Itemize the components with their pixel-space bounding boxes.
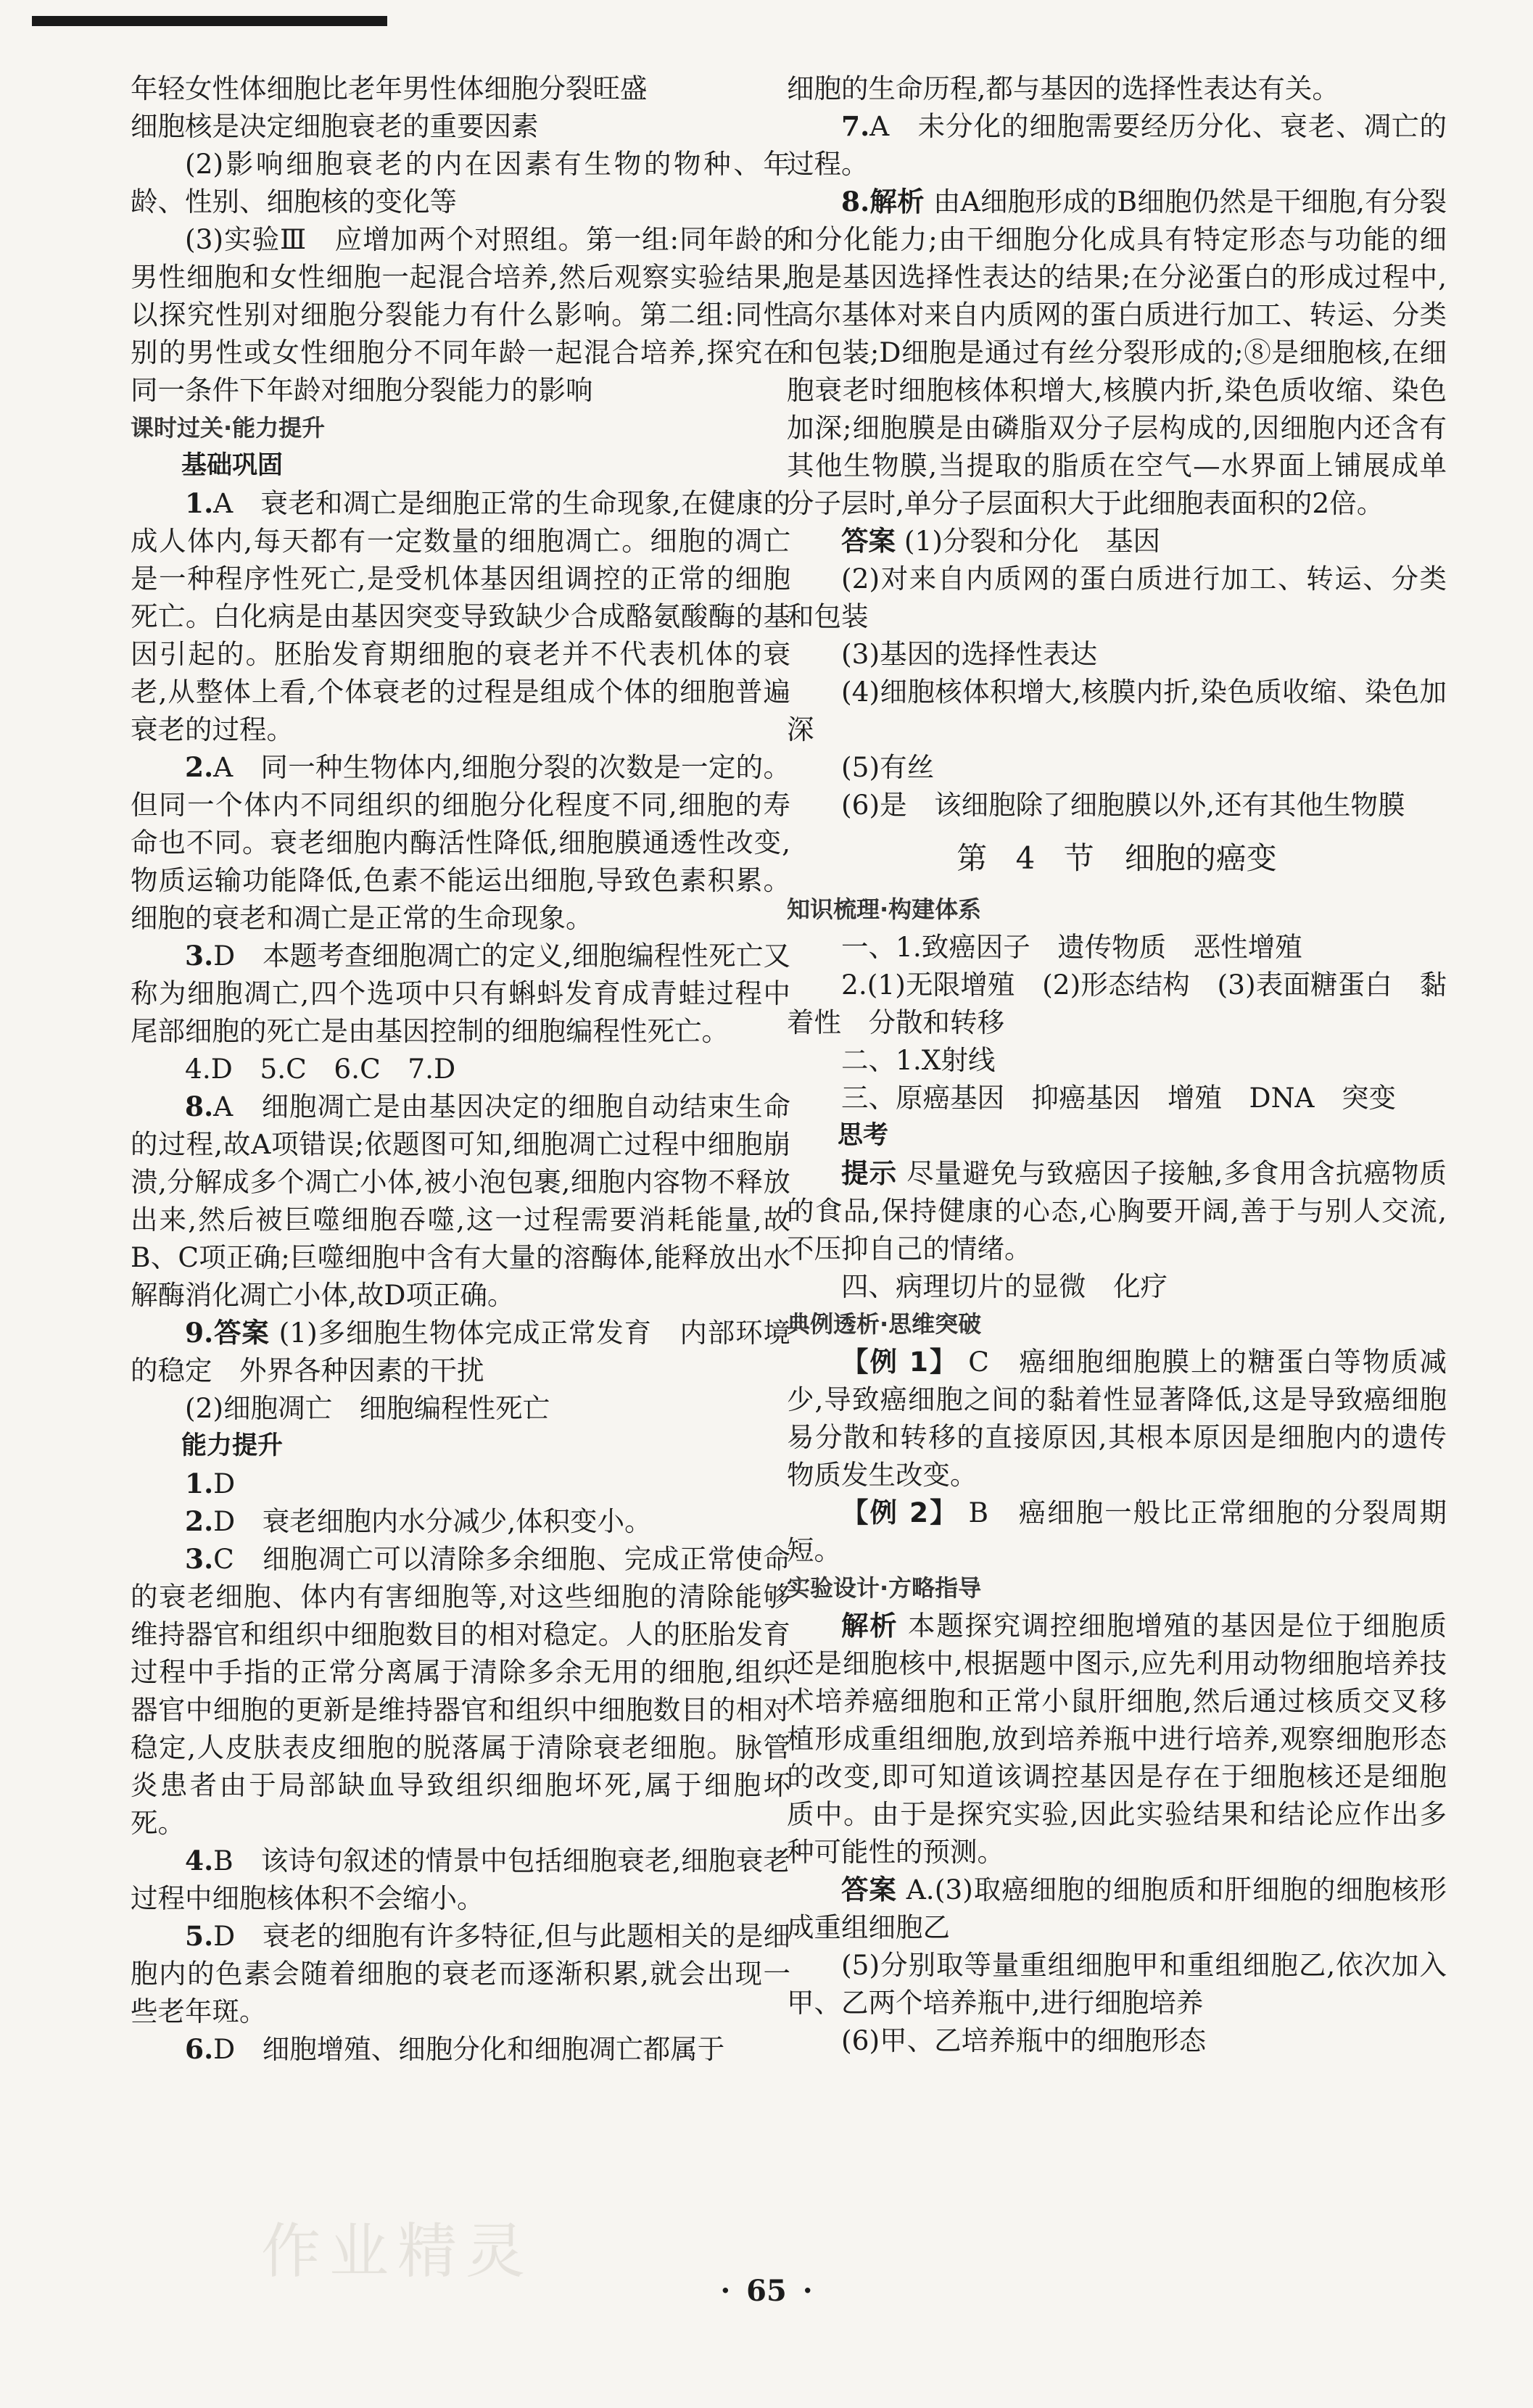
text-paragraph: (3)实验Ⅲ 应增加两个对照组。第一组:同年龄的男性细胞和女性细胞一起混合培养,然后观察实验结果,以探究性别对细胞分裂能力有什么影响。第二组:同性别的男性或女性细胞分不同年龄一起混合培养,探究在同一条件下年龄对细胞分裂能力的影响 <box>131 223 790 406</box>
answer-item <box>131 1540 790 1842</box>
sub-heading: 基础巩固 <box>181 451 284 480</box>
answer-item <box>131 937 790 1050</box>
section-heading: 课时过关·能力提升 <box>131 414 326 442</box>
chapter-title: 第 4 节 细胞的癌变 <box>956 840 1277 876</box>
text-paragraph: (2)细胞凋亡 细胞编程性死亡 <box>185 1392 550 1424</box>
section-heading: 实验设计·方略指导 <box>787 1574 982 1602</box>
item-label: 解析 <box>869 186 925 218</box>
text-line: 细胞核是决定细胞衰老的重要因素 <box>131 110 539 142</box>
item-text: A 衰老和凋亡是细胞正常的生命现象,在健康的成人体内,每天都有一定数量的细胞凋亡。细胞的凋亡是一种程序性死亡,是受机体基因组调控的正常的细胞死亡。白化病是由基因突变导致缺少合成酪氨酸酶的基因引起的。胚胎发育期细胞的衰老并不代表机体的衰老,从整体上看,个体衰老的过程是组成个体的细胞普遍衰老的过程。 <box>131 487 790 745</box>
answer-item <box>787 183 1447 522</box>
item-text: D <box>213 1468 236 1499</box>
text-line: 细胞的生命历程,都与基因的选择性表达有关。 <box>787 73 1339 104</box>
watermark: 作业精灵 <box>261 2217 534 2286</box>
item-number: 1. <box>185 487 214 519</box>
text-paragraph: (6)甲、乙培养瓶中的细胞形态 <box>841 2024 1207 2056</box>
sub-heading: 思考 <box>838 1121 889 1150</box>
answer-item <box>131 1502 790 1540</box>
answer-item <box>131 1465 790 1502</box>
item-number: 3. <box>185 940 214 972</box>
item-text: A 未分化的细胞需要经历分化、衰老、凋亡的过程。 <box>787 110 1447 180</box>
text-paragraph: (5)分别取等量重组细胞甲和重组细胞乙,依次加入甲、乙两个培养瓶中,进行细胞培养 <box>787 1949 1447 2019</box>
text-paragraph: (6)是 该细胞除了细胞膜以外,还有其他生物膜 <box>841 789 1405 821</box>
item-number: 3. <box>185 1543 214 1575</box>
answer-item <box>131 1050 790 1088</box>
item-text: 由A细胞形成的B细胞仍然是干细胞,有分裂和分化能力;由干细胞分化成具有特定形态与功能的细胞是基因选择性表达的结果;在分泌蛋白的形成过程中,高尔基体对来自内质网的蛋白质进行加工、转运、分类和包装;D细胞是通过有丝分裂形成的;⑧是细胞核,在细胞衰老时细胞核体积增大,核膜内折,染色质收缩、染色加深;细胞膜是由磷脂双分子层构成的,因细胞内还含有其他生物膜,当提取的脂质在空气—水界面上铺展成单分子层时,单分子层面积大于此细胞表面积的2倍。 <box>787 186 1447 519</box>
section-heading: 知识梳理·构建体系 <box>787 895 982 923</box>
answer-item <box>131 748 790 937</box>
text-paragraph: (4)细胞核体积增大,核膜内折,染色质收缩、染色加深 <box>787 676 1447 745</box>
text-paragraph: 四、病理切片的显微 化疗 <box>841 1270 1168 1302</box>
item-text: A 同一种生物体内,细胞分裂的次数是一定的。但同一个体内不同组织的细胞分化程度不同,细胞的寿命也不同。衰老细胞内酶活性降低,细胞膜通透性改变,物质运输功能降低,色素不能运出细胞,导致色素积累。细胞的衰老和凋亡是正常的生命现象。 <box>131 751 790 934</box>
answer-item <box>131 2030 790 2068</box>
item-label: 提示 <box>841 1157 898 1189</box>
item-label: 【例 2】 <box>841 1497 959 1528</box>
item-text: C 细胞凋亡可以清除多余细胞、完成正常使命的衰老细胞、体内有害细胞等,对这些细胞的清除能够维持器官和组织中细胞数目的相对稳定。人的胚胎发育过程中手指的正常分离属于清除多余无用的细胞,组织器官中细胞的更新是维持器官和组织中细胞数目的相对稳定,人皮肤表皮细胞的脱落属于清除衰老细胞。脉管炎患者由于局部缺血导致组织细胞坏死,属于细胞坏死。 <box>131 1543 790 1839</box>
answer-item <box>787 1154 1447 1267</box>
item-text: B 癌细胞一般比正常细胞的分裂周期短。 <box>787 1497 1447 1566</box>
item-label: 答案 <box>841 1874 897 1906</box>
answer-item <box>787 1607 1447 1871</box>
item-number: 8. <box>185 1091 214 1122</box>
text-paragraph: 一、1.致癌因子 遗传物质 恶性增殖 <box>841 931 1302 963</box>
answer-item <box>131 1842 790 1917</box>
item-text: 本题探究调控细胞增殖的基因是位于细胞质还是细胞核中,根据题中图示,应先利用动物细胞培养技术培养癌细胞和正常小鼠肝细胞,然后通过核质交叉移植形成重组细胞,放到培养瓶中进行培养,观察细胞形态的改变,即可知道该调控基因是存在于细胞核还是细胞质中。由于是探究实验,因此实验结果和结论应作出多种可能性的预测。 <box>787 1610 1447 1868</box>
item-text: D 衰老的细胞有许多特征,但与此题相关的是细胞内的色素会随着细胞的衰老而逐渐积累,就会出现一些老年斑。 <box>131 1920 790 2027</box>
text-paragraph: (3)基因的选择性表达 <box>841 638 1098 670</box>
item-number: 4. <box>185 1845 214 1877</box>
text-paragraph: 二、1.X射线 <box>841 1044 996 1076</box>
item-number: 8. <box>841 186 870 218</box>
answer-item <box>787 107 1447 183</box>
item-label: 答案 <box>841 525 896 557</box>
item-text: D 细胞增殖、细胞分化和细胞凋亡都属于 <box>213 2033 725 2065</box>
item-number: 2. <box>185 751 214 783</box>
text-paragraph: (2)对来自内质网的蛋白质进行加工、转运、分类和包装 <box>787 563 1447 632</box>
answer-item <box>131 484 790 748</box>
item-text: C 癌细胞细胞膜上的糖蛋白等物质减少,导致癌细胞之间的黏着性显著降低,这是导致癌细胞易分散和转移的直接原因,其根本原因是细胞内的遗传物质发生改变。 <box>787 1346 1447 1491</box>
answer-item <box>131 1088 790 1314</box>
answer-item <box>787 1343 1447 1494</box>
item-number: 1. <box>185 1468 214 1499</box>
item-number: 6. <box>185 2033 214 2065</box>
text-paragraph: (5)有丝 <box>841 751 935 783</box>
item-text: (1)多细胞生物体完成正常发育 内部环境的稳定 外界各种因素的干扰 <box>131 1317 791 1386</box>
item-number: 9. <box>185 1317 214 1349</box>
text-paragraph: 三、原癌基因 抑癌基因 增殖 DNA 突变 <box>841 1082 1396 1114</box>
page-number: · 65 · <box>720 2274 813 2308</box>
answer-item <box>787 522 1447 560</box>
item-text: B 该诗句叙述的情景中包括细胞衰老,细胞衰老过程中细胞核体积不会缩小。 <box>131 1845 790 1914</box>
answer-item <box>787 1871 1447 1946</box>
item-text: D 衰老细胞内水分减少,体积变小。 <box>213 1505 652 1537</box>
answer-item <box>787 1494 1447 1569</box>
right-column <box>787 70 1447 2059</box>
sub-heading: 能力提升 <box>181 1431 284 1460</box>
item-label: 【例 1】 <box>841 1346 959 1378</box>
text-paragraph: (2)影响细胞衰老的内在因素有生物的物种、年龄、性别、细胞核的变化等 <box>131 148 790 218</box>
item-label: 答案 <box>213 1317 270 1349</box>
section-heading: 典例透析·思维突破 <box>787 1310 982 1338</box>
text-paragraph: 2.(1)无限增殖 (2)形态结构 (3)表面糖蛋白 黏着性 分散和转移 <box>787 969 1447 1038</box>
item-number: 5. <box>185 1920 214 1952</box>
item-text: (1)分裂和分化 基因 <box>904 525 1161 557</box>
item-text: A 细胞凋亡是由基因决定的细胞自动结束生命的过程,故A项错误;依题图可知,细胞凋亡过程中细胞崩溃,分解成多个凋亡小体,被小泡包裹,细胞内容物不释放出来,然后被巨噬细胞吞噬,这一过程需要消耗能量,故B、C项正确;巨噬细胞中含有大量的溶酶体,能释放出水解酶消化凋亡小体,故D项正确。 <box>131 1091 790 1311</box>
top-rule <box>32 16 387 26</box>
left-column <box>131 70 790 2068</box>
item-text: A.(3)取癌细胞的细胞质和肝细胞的细胞核形成重组细胞乙 <box>787 1874 1447 1943</box>
answer-item <box>131 1917 790 2030</box>
item-number: 7. <box>841 110 870 142</box>
item-text: D 本题考查细胞凋亡的定义,细胞编程性死亡又称为细胞凋亡,四个选项中只有蝌蚪发育成青蛙过程中尾部细胞的死亡是由基因控制的细胞编程性死亡。 <box>131 940 790 1047</box>
item-text: 4.D 5.C 6.C 7.D <box>185 1053 456 1085</box>
item-text: 尽量避免与致癌因子接触,多食用含抗癌物质的食品,保持健康的心态,心胸要开阔,善于与别人交流,不压抑自己的情绪。 <box>787 1157 1447 1265</box>
item-label: 解析 <box>841 1610 898 1642</box>
text-line: 年轻女性体细胞比老年男性体细胞分裂旺盛 <box>131 73 648 104</box>
answer-item <box>131 1314 790 1389</box>
item-number: 2. <box>185 1505 214 1537</box>
